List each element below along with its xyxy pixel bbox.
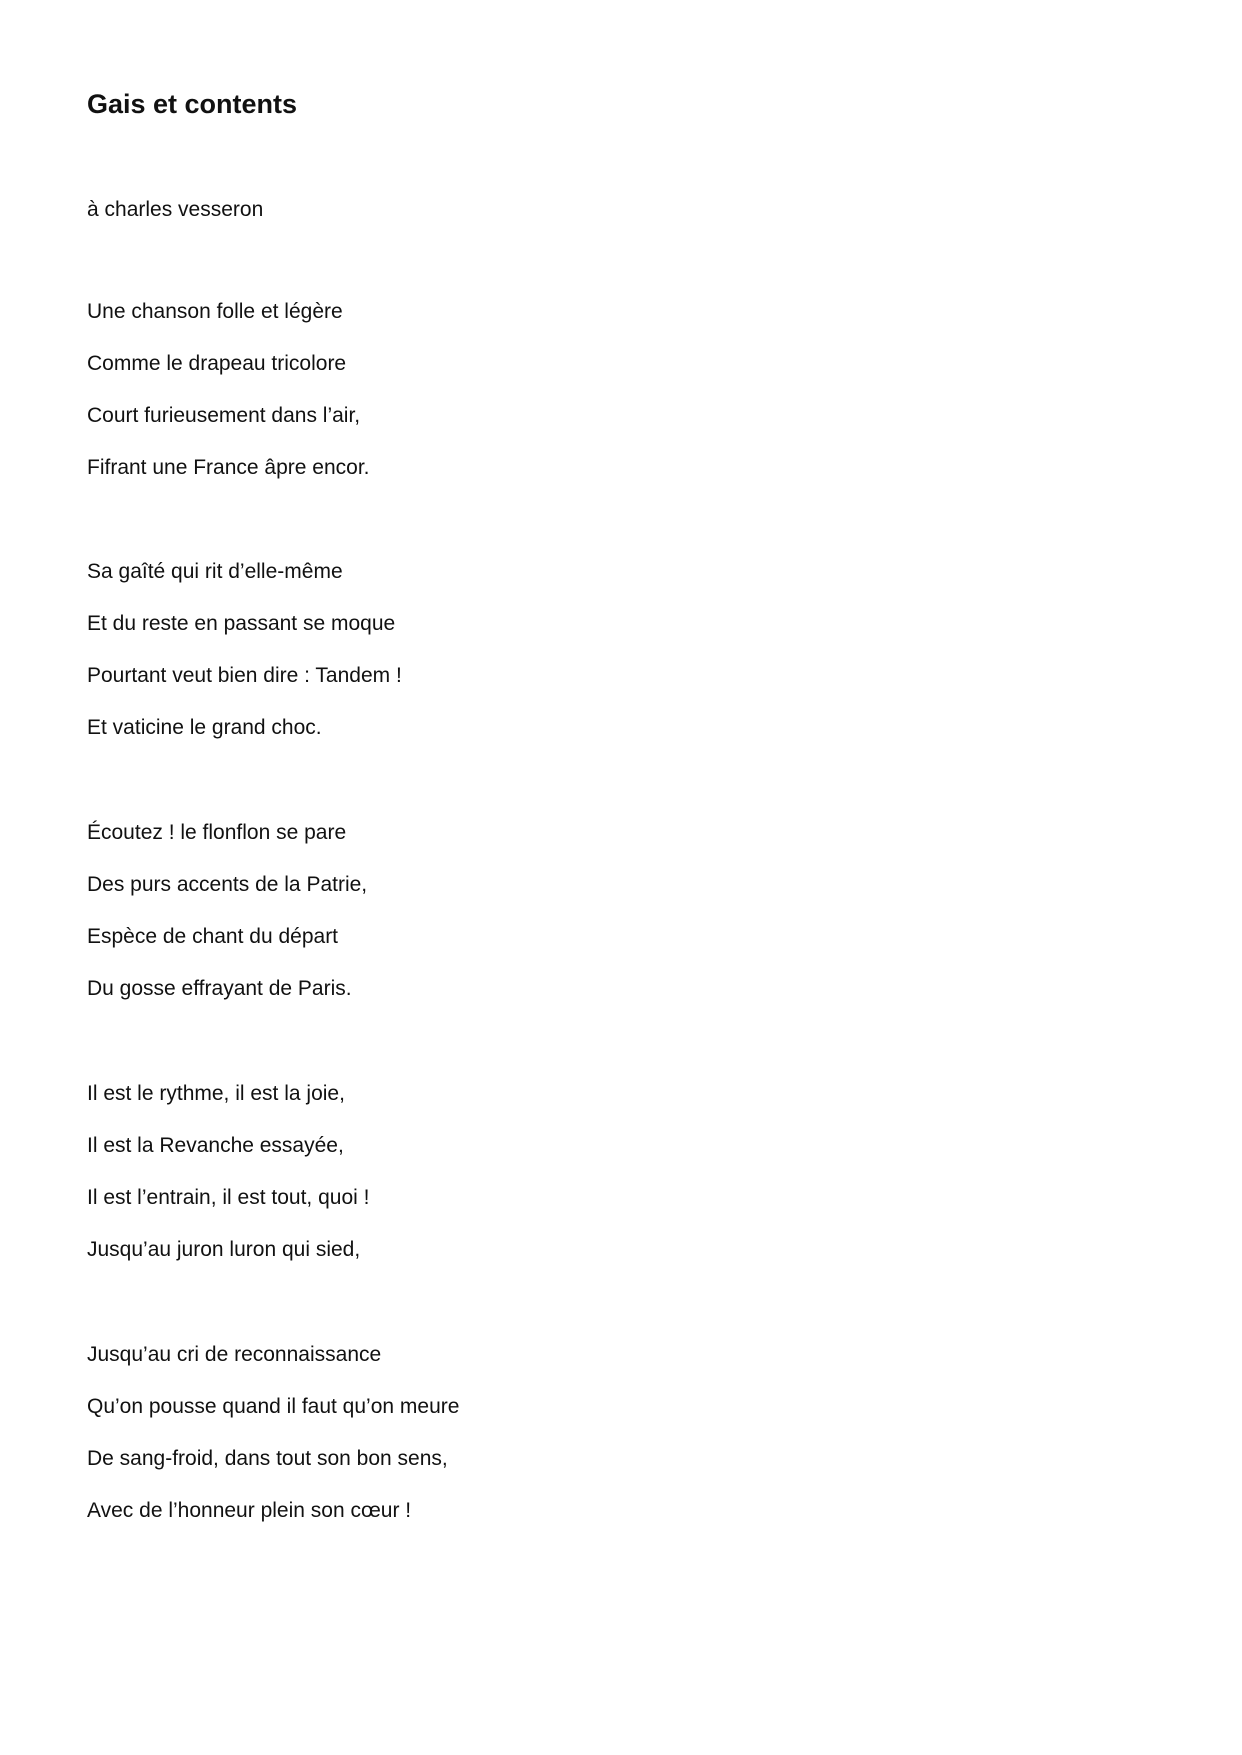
- verse-line: Il est la Revanche essayée,: [87, 1134, 344, 1157]
- verse-line: Et vaticine le grand choc.: [87, 716, 322, 739]
- verse-line: Il est l’entrain, il est tout, quoi !: [87, 1186, 370, 1209]
- verse-line: Fifrant une France âpre encor.: [87, 456, 370, 479]
- verse-line: Avec de l’honneur plein son cœur !: [87, 1499, 412, 1522]
- verse-line: De sang-froid, dans tout son bon sens,: [87, 1447, 448, 1470]
- verse-line: Des purs accents de la Patrie,: [87, 873, 368, 896]
- poem-dedication: à charles vesseron: [87, 198, 264, 221]
- verse-line: Jusqu’au juron luron qui sied,: [87, 1238, 361, 1261]
- verse-line: Et du reste en passant se moque: [87, 612, 396, 635]
- verse-line: Écoutez ! le flonflon se pare: [87, 821, 347, 844]
- poem-title: Gais et contents: [87, 89, 298, 119]
- verse-line: Pourtant veut bien dire : Tandem !: [87, 664, 402, 687]
- verse-line: Comme le drapeau tricolore: [87, 352, 347, 375]
- verse-line: Qu’on pousse quand il faut qu’on meure: [87, 1395, 460, 1418]
- verse-line: Il est le rythme, il est la joie,: [87, 1082, 345, 1105]
- verse-line: Court furieusement dans l’air,: [87, 404, 361, 427]
- verse-line: Espèce de chant du départ: [87, 925, 339, 948]
- verse-line: Sa gaîté qui rit d’elle-même: [87, 560, 343, 583]
- verse-line: Jusqu’au cri de reconnaissance: [87, 1343, 382, 1366]
- verse-line: Une chanson folle et légère: [87, 300, 343, 323]
- verse-line: Du gosse effrayant de Paris.: [87, 977, 352, 1000]
